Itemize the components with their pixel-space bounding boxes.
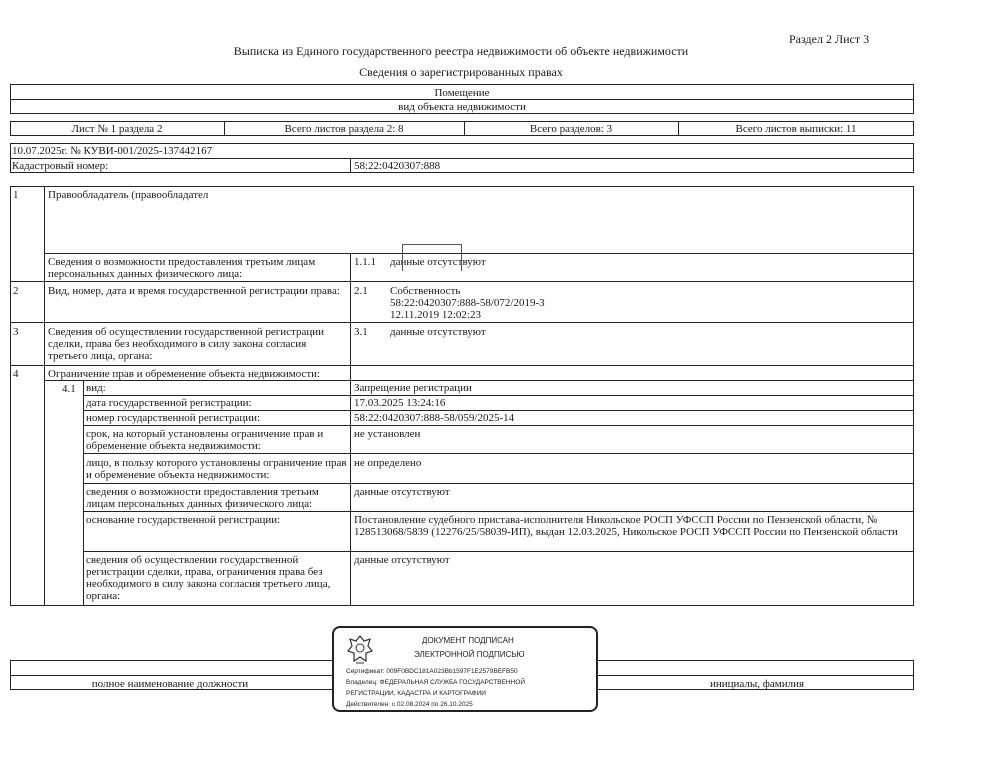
restriction-value-basis: Постановление судебного пристава-исполнителя Никольское РОСП УФССП России по Пензенской области, № 128513068/5839 (12276/25/58039-ИП), выдан 12.03.2025, Никольское РОСП УФССП России по Пензенской области [354,514,898,538]
total-sheets-section: Всего листов раздела 2: 8 [284,123,404,135]
restriction-value-type: Запрещение регистрации [354,382,472,394]
restriction-label-date: дата государственной регистрации: [86,397,252,409]
restriction-label-reg-number: номер государственной регистрации: [86,412,261,424]
stamp-owner-line-2: РЕГИСТРАЦИИ, КАДАСТРА И КАРТОГРАФИИ [346,690,486,697]
right-registration-date: 12.11.2019 12:02:23 [390,309,481,321]
restriction-label-type: вид: [86,382,106,394]
cadastral-label: Кадастровый номер: [12,160,109,172]
restriction-value-beneficiary: не определено [354,457,422,469]
row-1-1-1-number: 1.1.1 [354,256,376,268]
cadastral-number: 58:22:0420307:888 [354,160,441,172]
electronic-signature-stamp [332,626,598,712]
emblem-icon [346,633,374,667]
restriction-value-term: не установлен [354,428,421,440]
row-4-number: 4 [13,368,19,380]
restriction-label-beneficiary: лицо, в пользу которого установлены ограничение прав и обременение объекта недвижимости: [86,457,347,481]
row-3-label: Сведения об осуществлении государственной регистрации сделки, права без необходимого в силу закона согласия третьего лица, органа: [48,326,325,362]
right-registration-number: 58:22:0420307:888-58/072/2019-3 [390,297,545,309]
row-4-label: Ограничение прав и обременение объекта недвижимости: [48,368,321,380]
restriction-value-personal-data: данные отсутствуют [354,486,450,498]
right-type: Собственность [390,285,461,297]
position-label: полное наименование должности [91,678,249,690]
row-3-value: данные отсутствуют [390,326,486,338]
stamp-line-1: ДОКУМЕНТ ПОДПИСАН [422,636,514,645]
row-1-1-1-label: Сведения о возможности предоставления третьим лицам персональных данных физического лица: [48,256,316,280]
restriction-value-date: 17.03.2025 13:24:16 [354,397,446,409]
row-3-sub-number: 3.1 [354,326,368,338]
object-type: Помещение [434,87,490,99]
row-4-1-number: 4.1 [62,383,76,395]
row-1-label: Правообладатель (правообладател [48,189,209,201]
total-sections: Всего разделов: 3 [529,123,613,135]
stamp-owner-line-1: Владелец: ФЕДЕРАЛЬНАЯ СЛУЖБА ГОСУДАРСТВЕННОЙ [346,679,526,686]
restriction-value-reg-number: 58:22:0420307:888-58/059/2025-14 [354,412,515,424]
page-reference: Раздел 2 Лист 3 [789,32,870,46]
restriction-label-third-party: сведения об осуществлении государственной регистрации сделки, права, ограничения права без необходимого в силу закона согласия третьего лица, органа: [86,554,331,602]
stamp-certificate: Сертификат: 009F0BDC181A023Bb1597F1E2579BEFB50 [346,668,518,675]
restriction-label-personal-data: сведения о возможности предоставления третьим лицам персональных данных физического лица: [86,486,319,510]
document-title: Выписка из Единого государственного реестра недвижимости об объекте недвижимости [233,44,689,58]
stamp-validity: Действителен: с 02.08.2024 по 26.10.2025 [346,701,473,708]
row-2-number: 2 [13,285,19,297]
row-3-number: 3 [13,326,19,338]
row-2-label: Вид, номер, дата и время государственной регистрации права: [48,285,340,297]
redacted-area [232,187,912,253]
row-1-number: 1 [13,189,19,201]
document-number: 10.07.2025г. № КУВИ-001/2025-137442167 [12,145,213,157]
restriction-value-third-party: данные отсутствуют [354,554,450,566]
sheet-number: Лист № 1 раздела 2 [71,123,163,135]
row-1-1-1-value: данные отсутствуют [390,256,486,268]
row-2-sub-number: 2.1 [354,285,368,297]
object-type-caption: вид объекта недвижимости [398,101,526,113]
total-sheets-extract: Всего листов выписки: 11 [735,123,857,135]
stray-box-mark [402,244,462,271]
stamp-line-2: ЭЛЕКТРОННОЙ ПОДПИСЬЮ [414,650,525,659]
restriction-label-term: срок, на который установлены ограничение прав и обременение объекта недвижимости: [86,428,324,452]
restriction-label-basis: основание государственной регистрации: [86,514,281,526]
name-label: инициалы, фамилия [709,678,805,690]
document-subtitle: Сведения о зарегистрированных правах [359,65,563,79]
